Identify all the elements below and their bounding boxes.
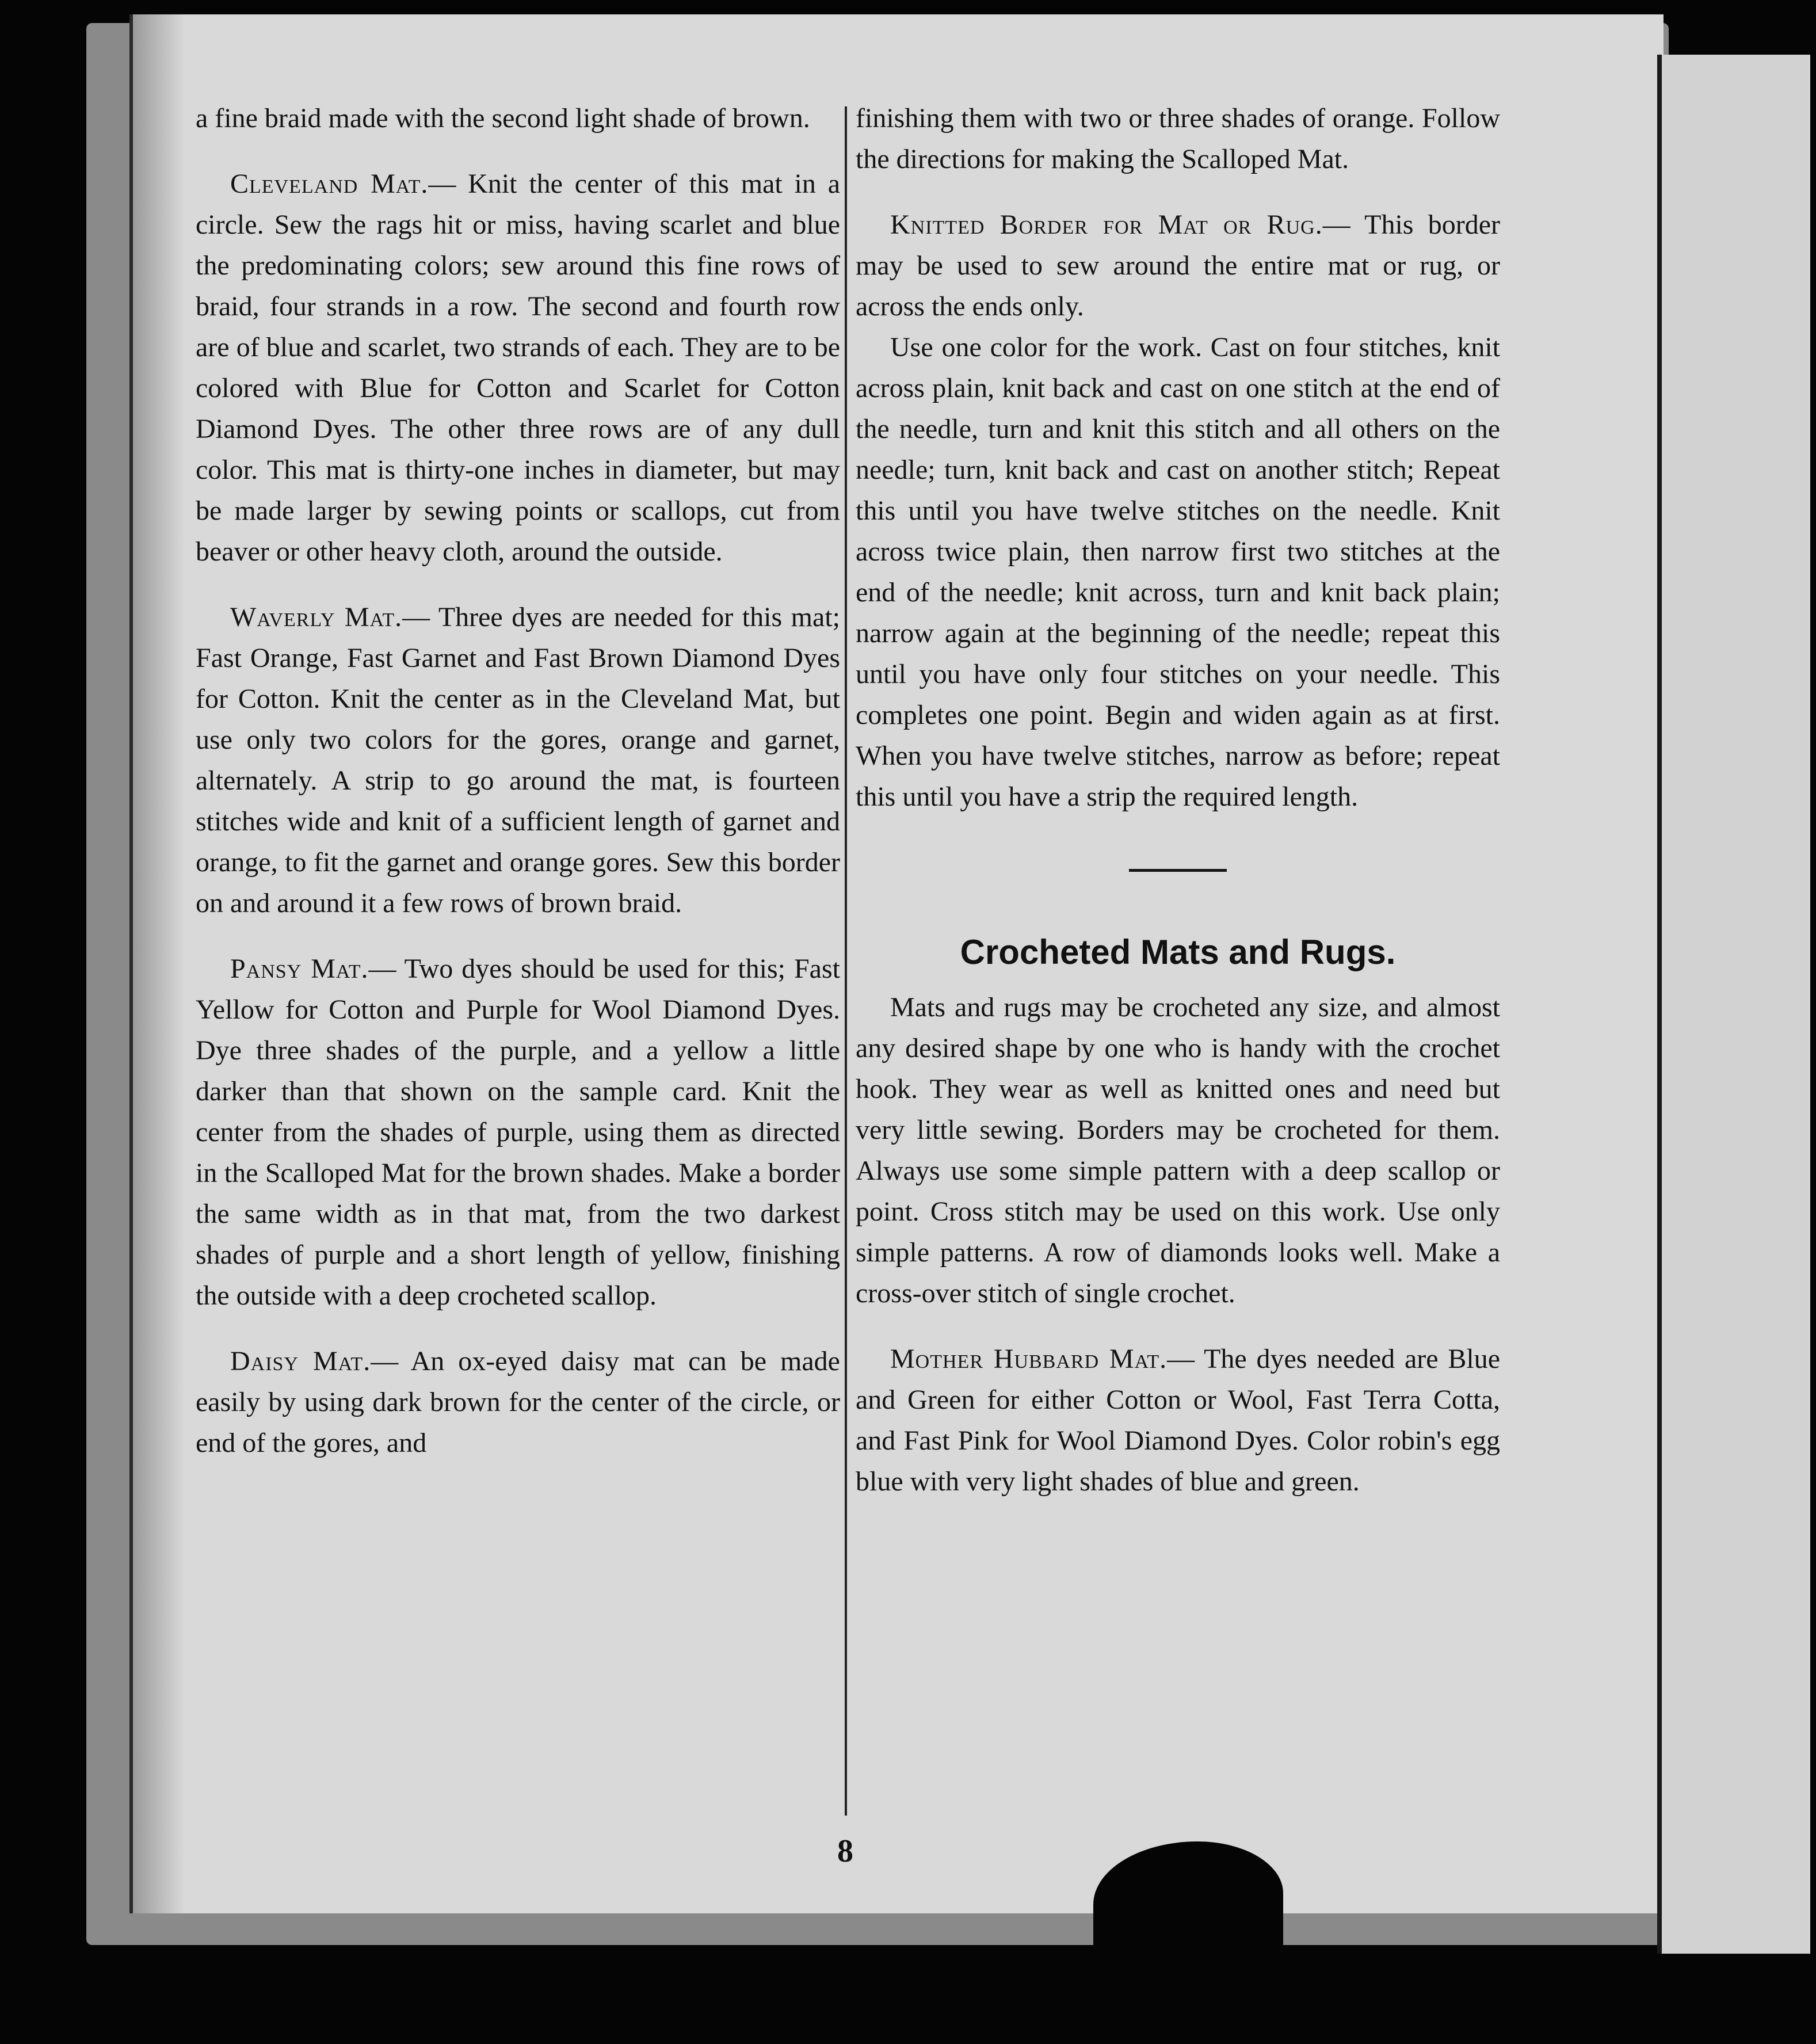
paragraph-daisy-mat [196, 1341, 840, 1463]
entry-title: Cleveland Mat. [230, 169, 429, 199]
facing-page-edge [1657, 55, 1810, 1954]
entry-text: — Three dyes are needed for this mat; Fast Orange, Fast Garnet and Fast Brown Diamond Dyes for Cotton. Knit the center as in the Cleveland Mat, but use only two colors for the gores, orange and garnet, alternately. A strip to go around the mat, is fourteen stitches wide and knit of a sufficient length of garnet and orange, to fit the garnet and orange gores. Sew this border on and around it a few rows of brown braid. [196, 602, 840, 918]
paragraph-knitted-border-instructions [856, 327, 1500, 817]
paragraph-text: finishing them with two or three shades of orange. Follow the directions for making the Scalloped Mat. [856, 103, 1500, 174]
entry-title: Daisy Mat. [230, 1346, 371, 1376]
page-gutter-shadow [133, 14, 185, 1913]
paragraph-waverly-mat [196, 597, 840, 924]
book-spine [1657, 55, 1662, 1954]
paragraph-cleveland-mat [196, 163, 840, 572]
entry-text: — This border may be used to sew around the entire mat or rug, or across the ends only. [856, 209, 1500, 322]
paragraph-continuation [196, 98, 840, 139]
left-column [196, 98, 840, 1463]
entry-text: — Knit the center of this mat in a circle. Sew the rags hit or miss, having scarlet and blue the predominating colors; sew around this fine rows of braid, four strands in a row. The second and fourth row are of blue and scarlet, two strands of each. They are to be colored with Blue for Cotton and Scarlet for Cotton Diamond Dyes. The other three rows are of any dull color. This mat is thirty-one inches in diameter, but may be made larger by sewing points or scallops, cut from beaver or other heavy cloth, around the outside. [196, 169, 840, 567]
entry-text: — The dyes needed are Blue and Green for either Cotton or Wool, Fast Terra Cotta, and Fast Pink for Wool Diamond Dyes. Color robin's egg blue with very light shades of blue and green. [856, 1344, 1501, 1497]
paragraph-mother-hubbard-mat [856, 1338, 1500, 1502]
entry-title: Knitted Border for Mat or Rug. [890, 209, 1323, 240]
section-heading: Crocheted Mats and Rugs. [960, 933, 1396, 971]
paragraph-text: Mats and rugs may be crocheted any size, and almost any desired shape by one who is handy with the crochet hook. They wear as well as knitted ones and need but very little sewing. Borders may be crocheted for them. Always use some simple pattern with a deep scallop or point. Cross stitch may be used on this work. Use only simple patterns. A row of diamonds looks well. Make a cross-over stitch of single crochet. [856, 992, 1500, 1309]
paragraph-pansy-mat [196, 948, 840, 1316]
right-column [856, 98, 1500, 1502]
paragraph-knitted-border [856, 204, 1500, 327]
entry-text: — Two dyes should be used for this; Fast Yellow for Cotton and Purple for Wool Diamond Dyes. Dye three shades of the purple, and a yellow a little darker than that shown on the sample card. Knit the center from the shades of purple, using them as directed in the Scalloped Mat for the brown shades. Make a border the same width as in that mat, from the two darkest shades of purple and a short length of yellow, finishing the outside with a deep crocheted scallop. [196, 954, 841, 1311]
entry-title: Mother Hubbard Mat. [890, 1344, 1168, 1374]
entry-text: — An ox-eyed daisy mat can be made easily by using dark brown for the center of the circle, or end of the gores, and [196, 1346, 840, 1458]
paragraph-continuation [856, 98, 1500, 180]
paragraph-text: Use one color for the work. Cast on four stitches, knit across plain, knit back and cast on one stitch at the end of the needle, turn and knit this stitch and all others on the needle; turn, knit back and cast on another stitch; Repeat this until you have twelve stitches on the needle. Knit across twice plain, then narrow first two stitches at the end of the needle; knit across, turn and knit back plain; narrow again at the beginning of the needle; repeat this until you have only four stitches on your needle. This completes one point. Begin and widen again as at first. When you have twelve stitches, narrow as before; repeat this until you have a strip the required length. [856, 332, 1500, 812]
paragraph-text: a fine braid made with the second light shade of brown. [196, 103, 810, 134]
entry-title: Waverly Mat. [230, 602, 403, 632]
entry-title: Pansy Mat. [230, 954, 369, 984]
page-number: 8 [837, 1833, 853, 1869]
column-divider [845, 106, 847, 1816]
paragraph-crocheted-intro [856, 987, 1500, 1314]
section-rule [1129, 869, 1227, 872]
